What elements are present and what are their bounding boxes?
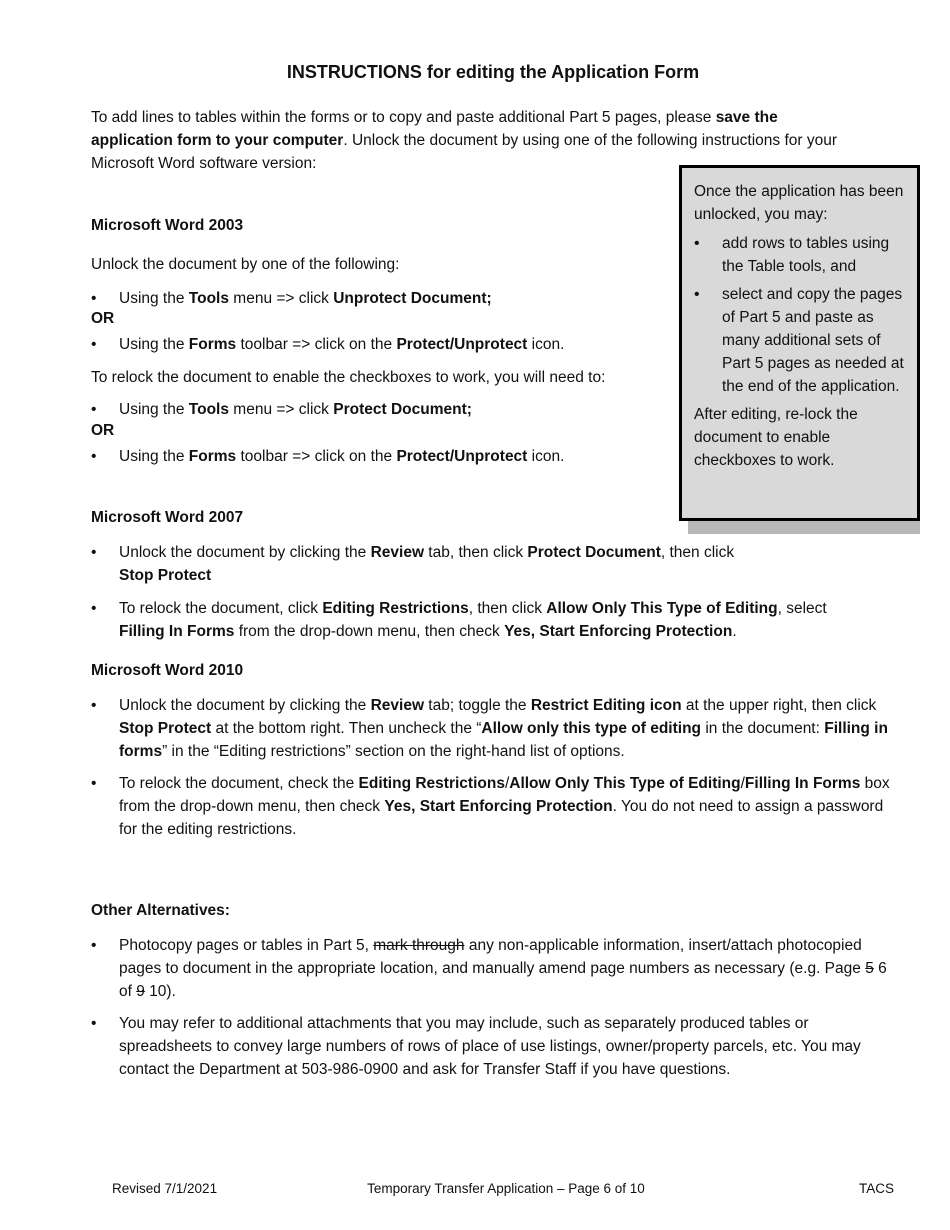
- text: box from the drop-down menu, then check: [119, 775, 890, 815]
- text: any non-applicable information, insert/attach photocopied pages to document in the appropriate location, and manually amend page numbers as necessary (e.g. Page: [119, 937, 866, 977]
- text: toolbar => click on the: [236, 448, 397, 465]
- text-bold: Protect/Unprotect: [396, 336, 528, 353]
- footer-page-number: Temporary Transfer Application – Page 6 of 10: [367, 1181, 645, 1196]
- text: from the drop-down menu, then check: [234, 623, 505, 640]
- relock-bullet-2003-tools: [91, 398, 671, 421]
- text-bold: Forms: [188, 448, 237, 465]
- text: To relock the document, click: [119, 600, 323, 617]
- text-bold: Filling in forms: [119, 720, 888, 760]
- bullet-icon: •: [91, 448, 97, 465]
- unlock-bullet-2003-tools: [91, 287, 671, 310]
- relock-lead-2003: To relock the document to enable the checkboxes to work, you will need to:: [91, 369, 606, 386]
- unlock-info-box: [679, 165, 920, 521]
- sidebox-intro: Once the application has been unlocked, you may:: [694, 183, 904, 223]
- text-bold: Filling In Forms: [744, 775, 861, 792]
- text: Using the: [119, 336, 189, 353]
- strikethrough-text: 5: [865, 960, 874, 977]
- text: , then click: [468, 600, 547, 617]
- text-bold: Protect Document: [527, 544, 661, 561]
- text: You may refer to additional attachments that you may include, such as separately produced tables or spreadsheets to convey large numbers of rows of place of use listings, owner/property parcels, etc. You may contact the Department at 503-986-0900 and ask for Transfer Staff if you have questions.: [119, 1015, 861, 1078]
- text-bold: Allow only this type of editing: [481, 720, 702, 737]
- text: Using the: [119, 401, 189, 418]
- text: in the document:: [701, 720, 825, 737]
- heading-word-2007: Microsoft Word 2007: [91, 509, 244, 526]
- heading-other-alternatives: Other Alternatives:: [91, 902, 230, 919]
- text: at the upper right, then click: [681, 697, 877, 714]
- unlock-bullet-2010: [91, 694, 897, 763]
- heading-word-2003: Microsoft Word 2003: [91, 217, 244, 234]
- bullet-icon: •: [694, 286, 700, 303]
- text-bold: Editing Restrictions: [322, 600, 469, 617]
- text: Unlock the document by clicking the: [119, 697, 371, 714]
- text: tab; toggle the: [424, 697, 531, 714]
- intro-bold: save the application form to your computer: [91, 109, 778, 149]
- text: /: [504, 775, 510, 792]
- bullet-icon: •: [91, 1015, 97, 1032]
- text: menu => click: [228, 401, 334, 418]
- bullet-icon: •: [91, 544, 97, 561]
- text-bold: Filling In Forms: [119, 623, 235, 640]
- unlock-bullet-2007: [91, 541, 801, 587]
- text-bold: Yes, Start Enforcing Protection: [504, 623, 733, 640]
- text: Using the: [119, 448, 189, 465]
- sidebox-outro: After editing, re-lock the document to enable checkboxes to work.: [694, 406, 858, 469]
- text-bold: Forms: [188, 336, 237, 353]
- footer-code: TACS: [858, 1181, 894, 1196]
- text: 10).: [144, 983, 176, 1000]
- bullet-icon: •: [91, 290, 97, 307]
- text-bold: Allow Only This Type of Editing: [509, 775, 741, 792]
- photocopy-bullet: [91, 934, 897, 1003]
- text: menu => click: [228, 290, 334, 307]
- bullet-icon: •: [91, 697, 97, 714]
- page-title: INSTRUCTIONS for editing the Application Form: [286, 62, 700, 82]
- text-bold: Restrict Editing icon: [530, 697, 682, 714]
- bullet-icon: •: [694, 235, 700, 252]
- text: /: [740, 775, 745, 792]
- intro-text-1: To add lines to tables within the forms or to copy and paste additional Part 5 pages, please: [91, 109, 716, 126]
- heading-word-2010: Microsoft Word 2010: [91, 662, 244, 679]
- relock-bullet-2010: [91, 772, 897, 841]
- text: Using the: [119, 290, 189, 307]
- text-bold: Stop Protect: [119, 720, 212, 737]
- attachments-bullet: [91, 1012, 897, 1081]
- text: tab, then click: [424, 544, 528, 561]
- text: .: [732, 623, 737, 640]
- strikethrough-text: 9: [136, 983, 145, 1000]
- text: icon.: [527, 336, 565, 353]
- unlock-lead-2003: Unlock the document by one of the following:: [91, 256, 400, 273]
- relock-bullet-2007: [91, 597, 891, 643]
- text: , select: [777, 600, 827, 617]
- text-bold: Editing Restrictions: [358, 775, 505, 792]
- text: Unlock the document by clicking the: [119, 544, 371, 561]
- text: To relock the document, check the: [119, 775, 359, 792]
- sidebox-item: [694, 232, 906, 278]
- text-bold: Tools: [188, 290, 229, 307]
- strikethrough-text: mark through: [373, 937, 465, 954]
- text-bold: Stop Protect: [119, 567, 212, 584]
- sidebox-item-text: add rows to tables using the Table tools, and: [722, 235, 890, 275]
- bullet-icon: •: [91, 937, 97, 954]
- text: , then click: [660, 544, 735, 561]
- text: ” in the “Editing restrictions” section on the right-hand list of options.: [162, 743, 625, 760]
- or-label: OR: [91, 310, 115, 327]
- text-bold: Allow Only This Type of Editing: [546, 600, 778, 617]
- text-bold: Unprotect Document;: [333, 290, 492, 307]
- sidebox-item-text: select and copy the pages of Part 5 and paste as many additional sets of Part 5 pages as needed at the end of the application.: [722, 286, 904, 395]
- relock-bullet-2003-forms: [91, 445, 671, 468]
- footer-revised-date: Revised 7/1/2021: [112, 1181, 218, 1196]
- text-bold: Yes, Start Enforcing Protection: [384, 798, 613, 815]
- text: . You do not need to assign a password for the editing restrictions.: [119, 798, 884, 838]
- text-bold: Review: [370, 544, 424, 561]
- sidebox-list: [694, 232, 906, 398]
- bullet-icon: •: [91, 336, 97, 353]
- text: Photocopy pages or tables in Part 5,: [119, 937, 374, 954]
- unlock-bullet-2003-forms: [91, 333, 671, 356]
- sidebox-item: [694, 283, 906, 398]
- text-bold: Tools: [188, 401, 229, 418]
- text-bold: Protect/Unprotect: [396, 448, 528, 465]
- intro-text-2: . Unlock the document by using one of the following instructions for your Microsoft Word software version:: [91, 132, 838, 172]
- text: 6 of: [119, 960, 887, 1000]
- text-bold: Protect Document;: [333, 401, 472, 418]
- bullet-icon: •: [91, 775, 97, 792]
- text: at the bottom right. Then uncheck the “: [211, 720, 482, 737]
- bullet-icon: •: [91, 401, 97, 418]
- text-bold: Review: [370, 697, 424, 714]
- text: icon.: [527, 448, 565, 465]
- text: toolbar => click on the: [236, 336, 397, 353]
- or-label: OR: [91, 422, 115, 439]
- bullet-icon: •: [91, 600, 97, 617]
